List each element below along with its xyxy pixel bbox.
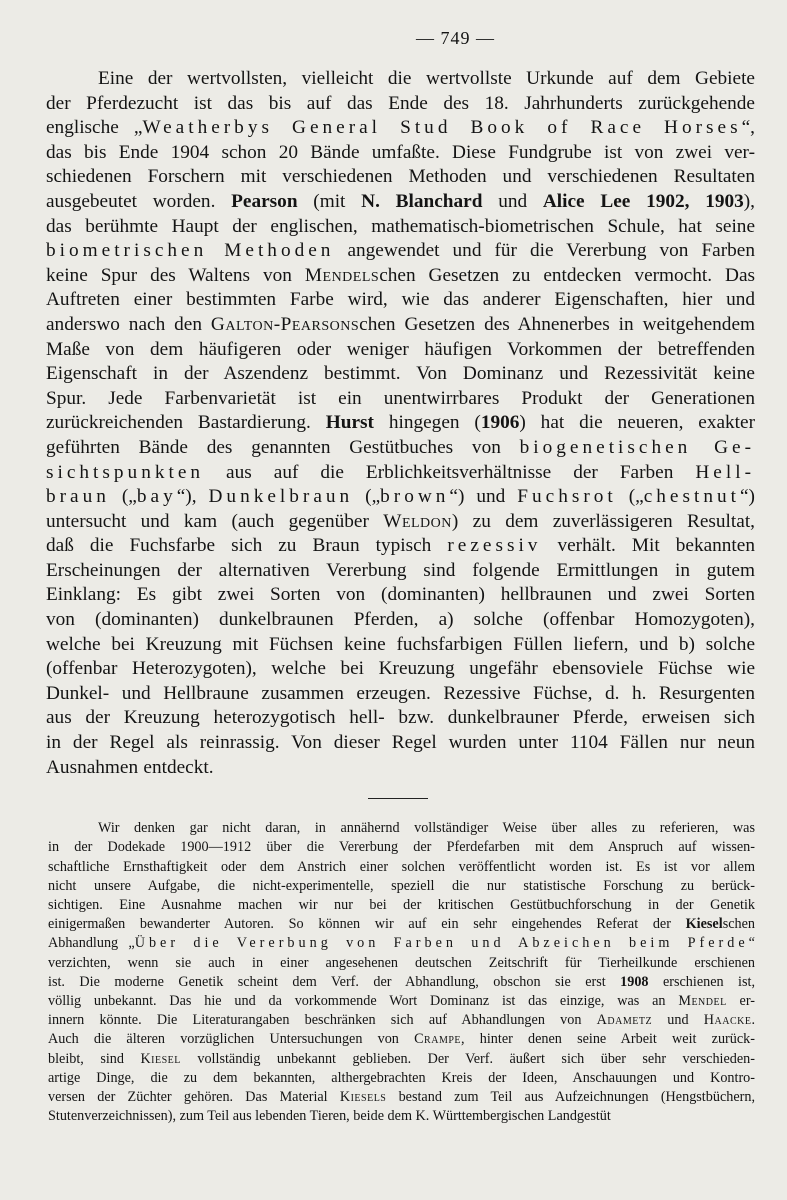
text-run: 1908 <box>620 973 649 990</box>
text-line <box>46 264 755 289</box>
text-run: N. Blanchard <box>361 190 483 212</box>
text-line <box>48 1088 755 1107</box>
text-run: Spur. Jede Farbenvarietät ist ein unentwirrbares Produkt der Generationen <box>46 387 755 409</box>
text-run: Weldon <box>383 510 452 532</box>
text-run: angewendet und für die Vererbung von Farben <box>334 240 755 262</box>
text-run: Maße von dem häufigeren oder weniger häufigen Vorkommen der betreffenden <box>46 338 755 360</box>
text-run: Eigenschaft in der Aszendenz bestimmt. Von Dominanz und Rezessivität keine <box>46 363 755 385</box>
text-run: der Pferdezucht ist das bis auf das Ende des 18. Jahrhunderts zurückgehende <box>46 92 755 114</box>
text-run: Weatherbys General Stud Book of Race Horses <box>142 117 742 139</box>
text-run: . <box>751 1012 755 1029</box>
text-run: Hell- <box>695 461 755 483</box>
text-run: sichtigen. Eine Ausnahme machen wir nur bei der kritischen Gestütbuchforschung in der Genetik <box>48 897 755 914</box>
text-run: Stutenverzeichnissen), zum Teil aus lebenden Tieren, beide dem K. Württembergischen Landgestüt <box>48 1108 611 1125</box>
text-run: Hurst <box>325 412 374 434</box>
text-run: biogenetischen Ge- <box>519 436 755 458</box>
text-line <box>46 239 755 264</box>
text-run: Kiesel <box>685 916 723 933</box>
text-run: das berühmte Haupt der englischen, mathematisch-biometrischen Schule, hat seine <box>46 215 755 237</box>
text-line <box>46 534 755 559</box>
text-run: rezessiv <box>447 535 542 557</box>
text-line <box>46 608 755 633</box>
text-line <box>46 756 755 781</box>
text-run: Auch die älteren vorzüglichen Untersuchungen von <box>48 1031 415 1048</box>
text-run: aus der Kreuzung heterozygotisch hell- bzw. dunkelbrauner Pferde, erweisen sich <box>46 707 755 729</box>
text-run: völlig unbekannt. Das hie und da vorkommende Wort Dominanz ist das einzige, was an <box>48 993 679 1010</box>
text-run: Einklang: Es gibt zwei Sorten von (dominanten) hellbraunen und zwei Sorten <box>46 584 755 606</box>
text-line <box>46 313 755 338</box>
text-run: geführten Bände des genannten Gestütbuches von <box>46 436 520 458</box>
text-run: Kiesels <box>339 1089 387 1106</box>
text-run: untersucht und kam (auch gegenüber <box>46 510 384 532</box>
text-line <box>46 387 755 412</box>
text-run: er- <box>726 993 755 1010</box>
text-run: Mendel <box>678 993 727 1010</box>
text-line <box>46 215 755 240</box>
text-run: das bis Ende 1904 schon 20 Bände umfaßte. Diese Fundgrube ist von zwei ver- <box>46 141 755 163</box>
text-run: Galton-Pearsons <box>210 313 360 335</box>
text-line <box>48 1107 755 1126</box>
text-line <box>48 819 755 838</box>
text-run: Erscheinungen der alternativen Vererbung sind folgende Ermittlungen in gutem <box>46 559 755 581</box>
text-run: brown <box>380 486 450 508</box>
text-run: keine Spur des Waltens von <box>46 264 305 286</box>
text-line <box>46 338 755 363</box>
text-line <box>46 411 755 436</box>
page-number: — 749 — <box>416 28 495 48</box>
text-run: Fuchsrot <box>517 486 617 508</box>
text-line <box>48 915 755 934</box>
text-run: bay <box>136 486 177 508</box>
text-line <box>46 165 755 190</box>
text-run: ausgebeutet worden. <box>46 190 232 212</box>
text-run: welche bei Kreuzung mit Füchsen keine fuchsfarbigen Füllen liefern, und b) solche <box>46 633 755 655</box>
text-run: (offenbar Heterozygoten), welche bei Kreuzung ungefähr ebensoviele Füchse wie <box>46 658 755 680</box>
text-line <box>48 877 755 896</box>
text-run: zurückreichenden Bastardierung. <box>46 412 326 434</box>
text-run: chestnut <box>643 486 740 508</box>
text-line <box>48 1011 755 1030</box>
footnote-paragraph <box>46 819 755 1126</box>
text-run: schaftliche Ernsthaftigkeit oder dem Anstrich einer solchen veröffentlicht worden ist. Es ist vor allem <box>48 858 755 875</box>
text-run: und <box>652 1012 704 1029</box>
text-run: Crampe <box>414 1031 462 1048</box>
text-run: (mit <box>297 190 362 212</box>
text-run: („ <box>109 486 137 508</box>
text-line <box>48 838 755 857</box>
section-divider <box>368 798 428 799</box>
text-run: ist. Die moderne Genetik scheint dem Verf. der Abhandlung, obschon sie erst <box>48 973 621 990</box>
text-line <box>46 92 755 117</box>
text-line <box>46 510 755 535</box>
text-run: einigermaßen bewanderter Autoren. So können wir auf ein sehr eingehendes Referat der <box>48 916 686 933</box>
text-run: biometrischen Methoden <box>46 240 335 262</box>
text-run: versen der Züchter gehören. Das Material <box>48 1089 340 1106</box>
text-line <box>48 1069 755 1088</box>
text-run: erschienen ist, <box>648 973 755 990</box>
text-run: 1906 <box>480 412 520 434</box>
text-line <box>48 858 755 877</box>
text-run: ), <box>743 190 755 212</box>
text-run: Pearson <box>231 190 298 212</box>
text-line <box>48 954 755 973</box>
text-run: ) zu dem zuverlässigeren Resultat, <box>451 510 755 532</box>
text-run: nicht unsere Aufgabe, die nicht-experimentelle, speziell die nur statistische Forschung zu berück- <box>48 877 755 894</box>
text-run: artige Dinge, die zu dem bekannten, althergebrachten Kreis der Ideen, Anschauungen und Kontro- <box>48 1069 755 1086</box>
text-run: ) hat die neueren, exakter <box>519 412 755 434</box>
text-line <box>46 657 755 682</box>
text-run: Haacke <box>703 1012 752 1029</box>
text-run: “) und <box>449 486 518 508</box>
text-run: in der Regel als reinrassig. Von dieser Regel wurden unter 1104 Fällen nur neun <box>46 732 755 754</box>
text-run: anderswo nach den <box>46 313 211 335</box>
text-run: Mendels <box>304 264 380 286</box>
text-run: “) <box>740 486 755 508</box>
text-run: Eine der wertvollsten, vielleicht die wertvollste Urkunde auf dem Gebiete <box>98 68 755 89</box>
text-run: hingegen ( <box>373 412 481 434</box>
text-line <box>46 682 755 707</box>
text-line <box>46 190 755 215</box>
text-run: braun <box>46 486 110 508</box>
text-line <box>48 896 755 915</box>
text-run: schen <box>722 916 755 933</box>
text-line <box>46 116 755 141</box>
text-line <box>46 633 755 658</box>
text-run: vollständig unbekannt geblieben. Der Verf. äußert sich über sehr verschieden- <box>180 1050 755 1067</box>
text-run: Ausnahmen entdeckt. <box>46 756 214 778</box>
text-run: („ <box>353 486 381 508</box>
text-run: schiedenen Forschern mit verschiedenen Methoden und verschiedenen Resultaten <box>46 166 755 188</box>
text-run: Abhandlung „ <box>48 935 135 952</box>
text-run: verhält. Mit bekannten <box>541 535 755 557</box>
text-line <box>46 731 755 756</box>
text-run: und <box>482 190 543 212</box>
text-line <box>48 1030 755 1049</box>
text-run: chen Gesetzen zu entdecken vermocht. Das <box>379 264 755 286</box>
text-run: bleibt, sind <box>48 1050 141 1067</box>
text-run: Adametz <box>596 1012 653 1029</box>
text-line <box>48 973 755 992</box>
text-run: “ <box>748 935 755 952</box>
text-line <box>46 141 755 166</box>
text-run: “, <box>741 117 755 139</box>
text-run: innern könnte. Die Literaturangaben beschränken sich auf Abhandlungen von <box>48 1012 597 1029</box>
text-run: Über die Vererbung von Farben und Abzeichen beim Pferde <box>134 935 749 952</box>
main-paragraph <box>46 67 755 780</box>
text-line <box>46 67 755 92</box>
text-line <box>46 559 755 584</box>
text-run: daß die Fuchsfarbe sich zu Braun typisch <box>46 535 448 557</box>
text-run: Wir denken gar nicht daran, in annähernd vollständiger Weise über alles zu referieren, was <box>98 820 755 837</box>
text-line <box>46 461 755 486</box>
text-line <box>46 485 755 510</box>
text-run: Dunkelbraun <box>208 486 354 508</box>
text-run: aus auf die Erblichkeitsverhältnisse der Farben <box>204 461 696 483</box>
text-run: bestand zum Teil aus Aufzeichnungen (Hengstbüchern, <box>386 1089 755 1106</box>
text-line <box>46 436 755 461</box>
text-run: in der Dodekade 1900—1912 über die Vererbung der Pferdefarben mit dem Anspruch auf wissen- <box>48 839 755 856</box>
text-run: Dunkel- und Hellbraune zusammen erzeugen. Rezessive Füchse, d. h. Resurgenten <box>46 682 755 704</box>
text-line <box>46 362 755 387</box>
text-line <box>46 706 755 731</box>
text-run: von (dominanten) dunkelbraunen Pferden, a) solche (offenbar Homozygoten), <box>46 609 755 631</box>
text-line <box>46 288 755 313</box>
text-run: chen Gesetzen des Ahnenerbes in weitgehendem <box>359 313 755 335</box>
text-run: Auftreten einer bestimmten Farbe wird, wie das anderer Eigenschaften, hier und <box>46 289 755 311</box>
text-line <box>48 992 755 1011</box>
text-line <box>46 583 755 608</box>
text-run: englische „ <box>46 117 143 139</box>
text-run: sichtspunkten <box>46 461 205 483</box>
text-line <box>48 1050 755 1069</box>
text-run: Kiesel <box>140 1050 181 1067</box>
text-run: Alice Lee 1902, 1903 <box>542 190 744 212</box>
text-run: („ <box>616 486 644 508</box>
text-run: verzichten, wenn sie auch in einer angesehenen deutschen Zeitschrift für Tierheilkunde erschienen <box>48 954 755 971</box>
text-run: , hinter denen seine Arbeit weit zurück- <box>461 1031 755 1048</box>
text-run: “), <box>176 486 209 508</box>
text-line <box>48 934 755 953</box>
